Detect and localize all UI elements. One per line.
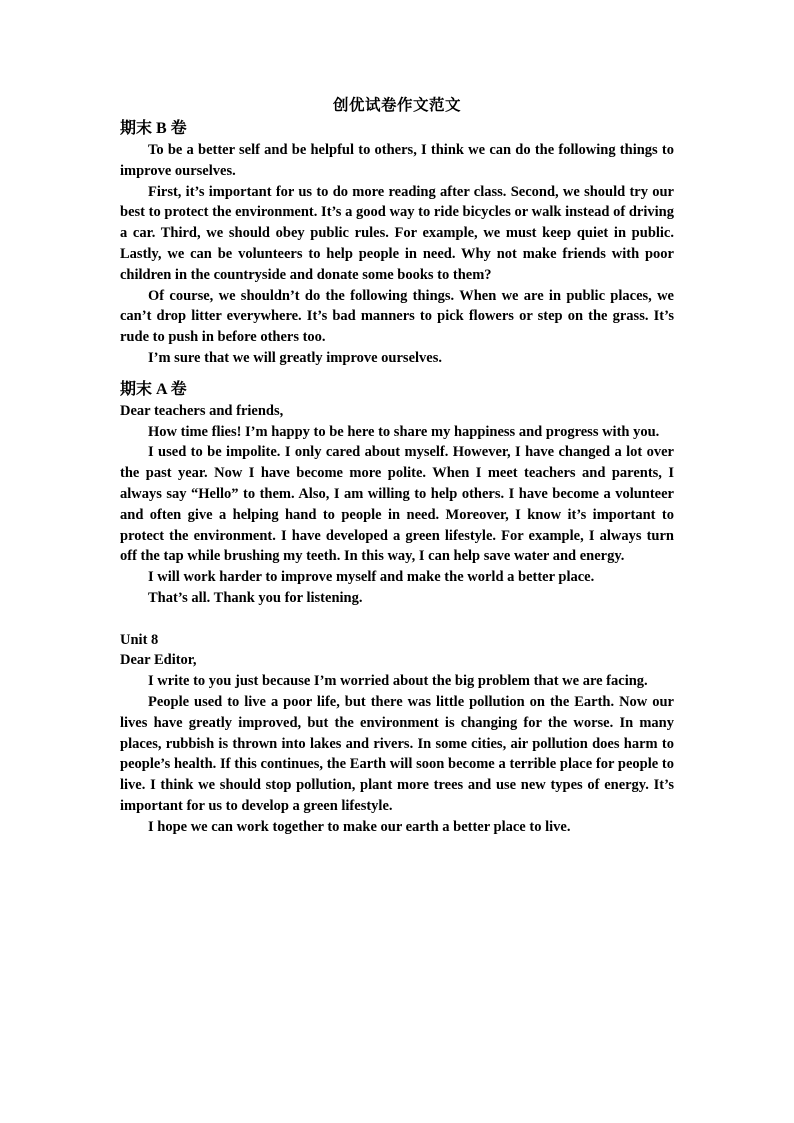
section-heading: 期末 B 卷 (120, 120, 187, 137)
document-page (120, 94, 674, 838)
letter-salutation: Dear teachers and friends, (120, 402, 284, 419)
essay-paragraph: Of course, we shouldn’t do the following things. When we are in public places, we can’t drop litter everywhere. It’s bad manners to pick flowers or step on the grass. It’s rude to push in before others too. (120, 287, 674, 346)
section-final-b (120, 118, 674, 369)
essay-paragraph: I will work harder to improve myself and make the world a better place. (148, 569, 595, 586)
essay-paragraph: I hope we can work together to make our earth a better place to live. (148, 818, 571, 835)
essay-paragraph: To be a better self and be helpful to others, I think we can do the following things to improve ourselves. (120, 142, 674, 179)
essay-paragraph: People used to live a poor life, but there was little pollution on the Earth. Now our lives have greatly improved, but the environment is changing for the worse. In many places, rubbish is thrown into lakes and rivers. In some cities, air pollution does harm to people’s health. If this continues, the Earth will soon become a terrible place for people to live. I think we should stop pollution, plant more trees and use new types of energy. It’s important for us to develop a green lifestyle. (120, 693, 674, 814)
essay-paragraph: That’s all. Thank you for listening. (148, 589, 363, 606)
section-heading: Unit 8 (120, 631, 159, 648)
letter-salutation: Dear Editor, (120, 652, 197, 669)
section-heading: 期末 A 卷 (120, 380, 187, 398)
essay-paragraph: First, it’s important for us to do more reading after class. Second, we should try our best to protect the environment. It’s a good way to ride bicycles or walk instead of driving a car. Third, we should obey public rules. For example, we must keep quiet in public. Lastly, we can be volunteers to help people in need. Why not make friends with poor children in the countryside and donate some books to them? (120, 183, 674, 283)
section-unit-8 (120, 630, 674, 838)
essay-paragraph: I write to you just because I’m worried about the big problem that we are facing. (148, 673, 648, 690)
section-spacer (120, 369, 674, 379)
essay-paragraph: I used to be impolite. I only cared about myself. However, I have changed a lot over the past year. Now I have become more polite. When I meet teachers and parents, I always say “Hello” to them. Also, I am willing to help others. I have become a volunteer and often give a helping hand to people in need. Moreover, I know it’s important to protect the environment. I have developed a green lifestyle. For example, I always turn off the tap while brushing my teeth. In this way, I can help save water and energy. (120, 444, 674, 565)
essay-paragraph: I’m sure that we will greatly improve ourselves. (148, 349, 442, 366)
section-spacer (120, 609, 674, 630)
document-title: 创优试卷作文范文 (332, 97, 461, 114)
section-final-a (120, 379, 674, 609)
essay-paragraph: How time flies! I’m happy to be here to share my happiness and progress with you. (148, 423, 660, 440)
